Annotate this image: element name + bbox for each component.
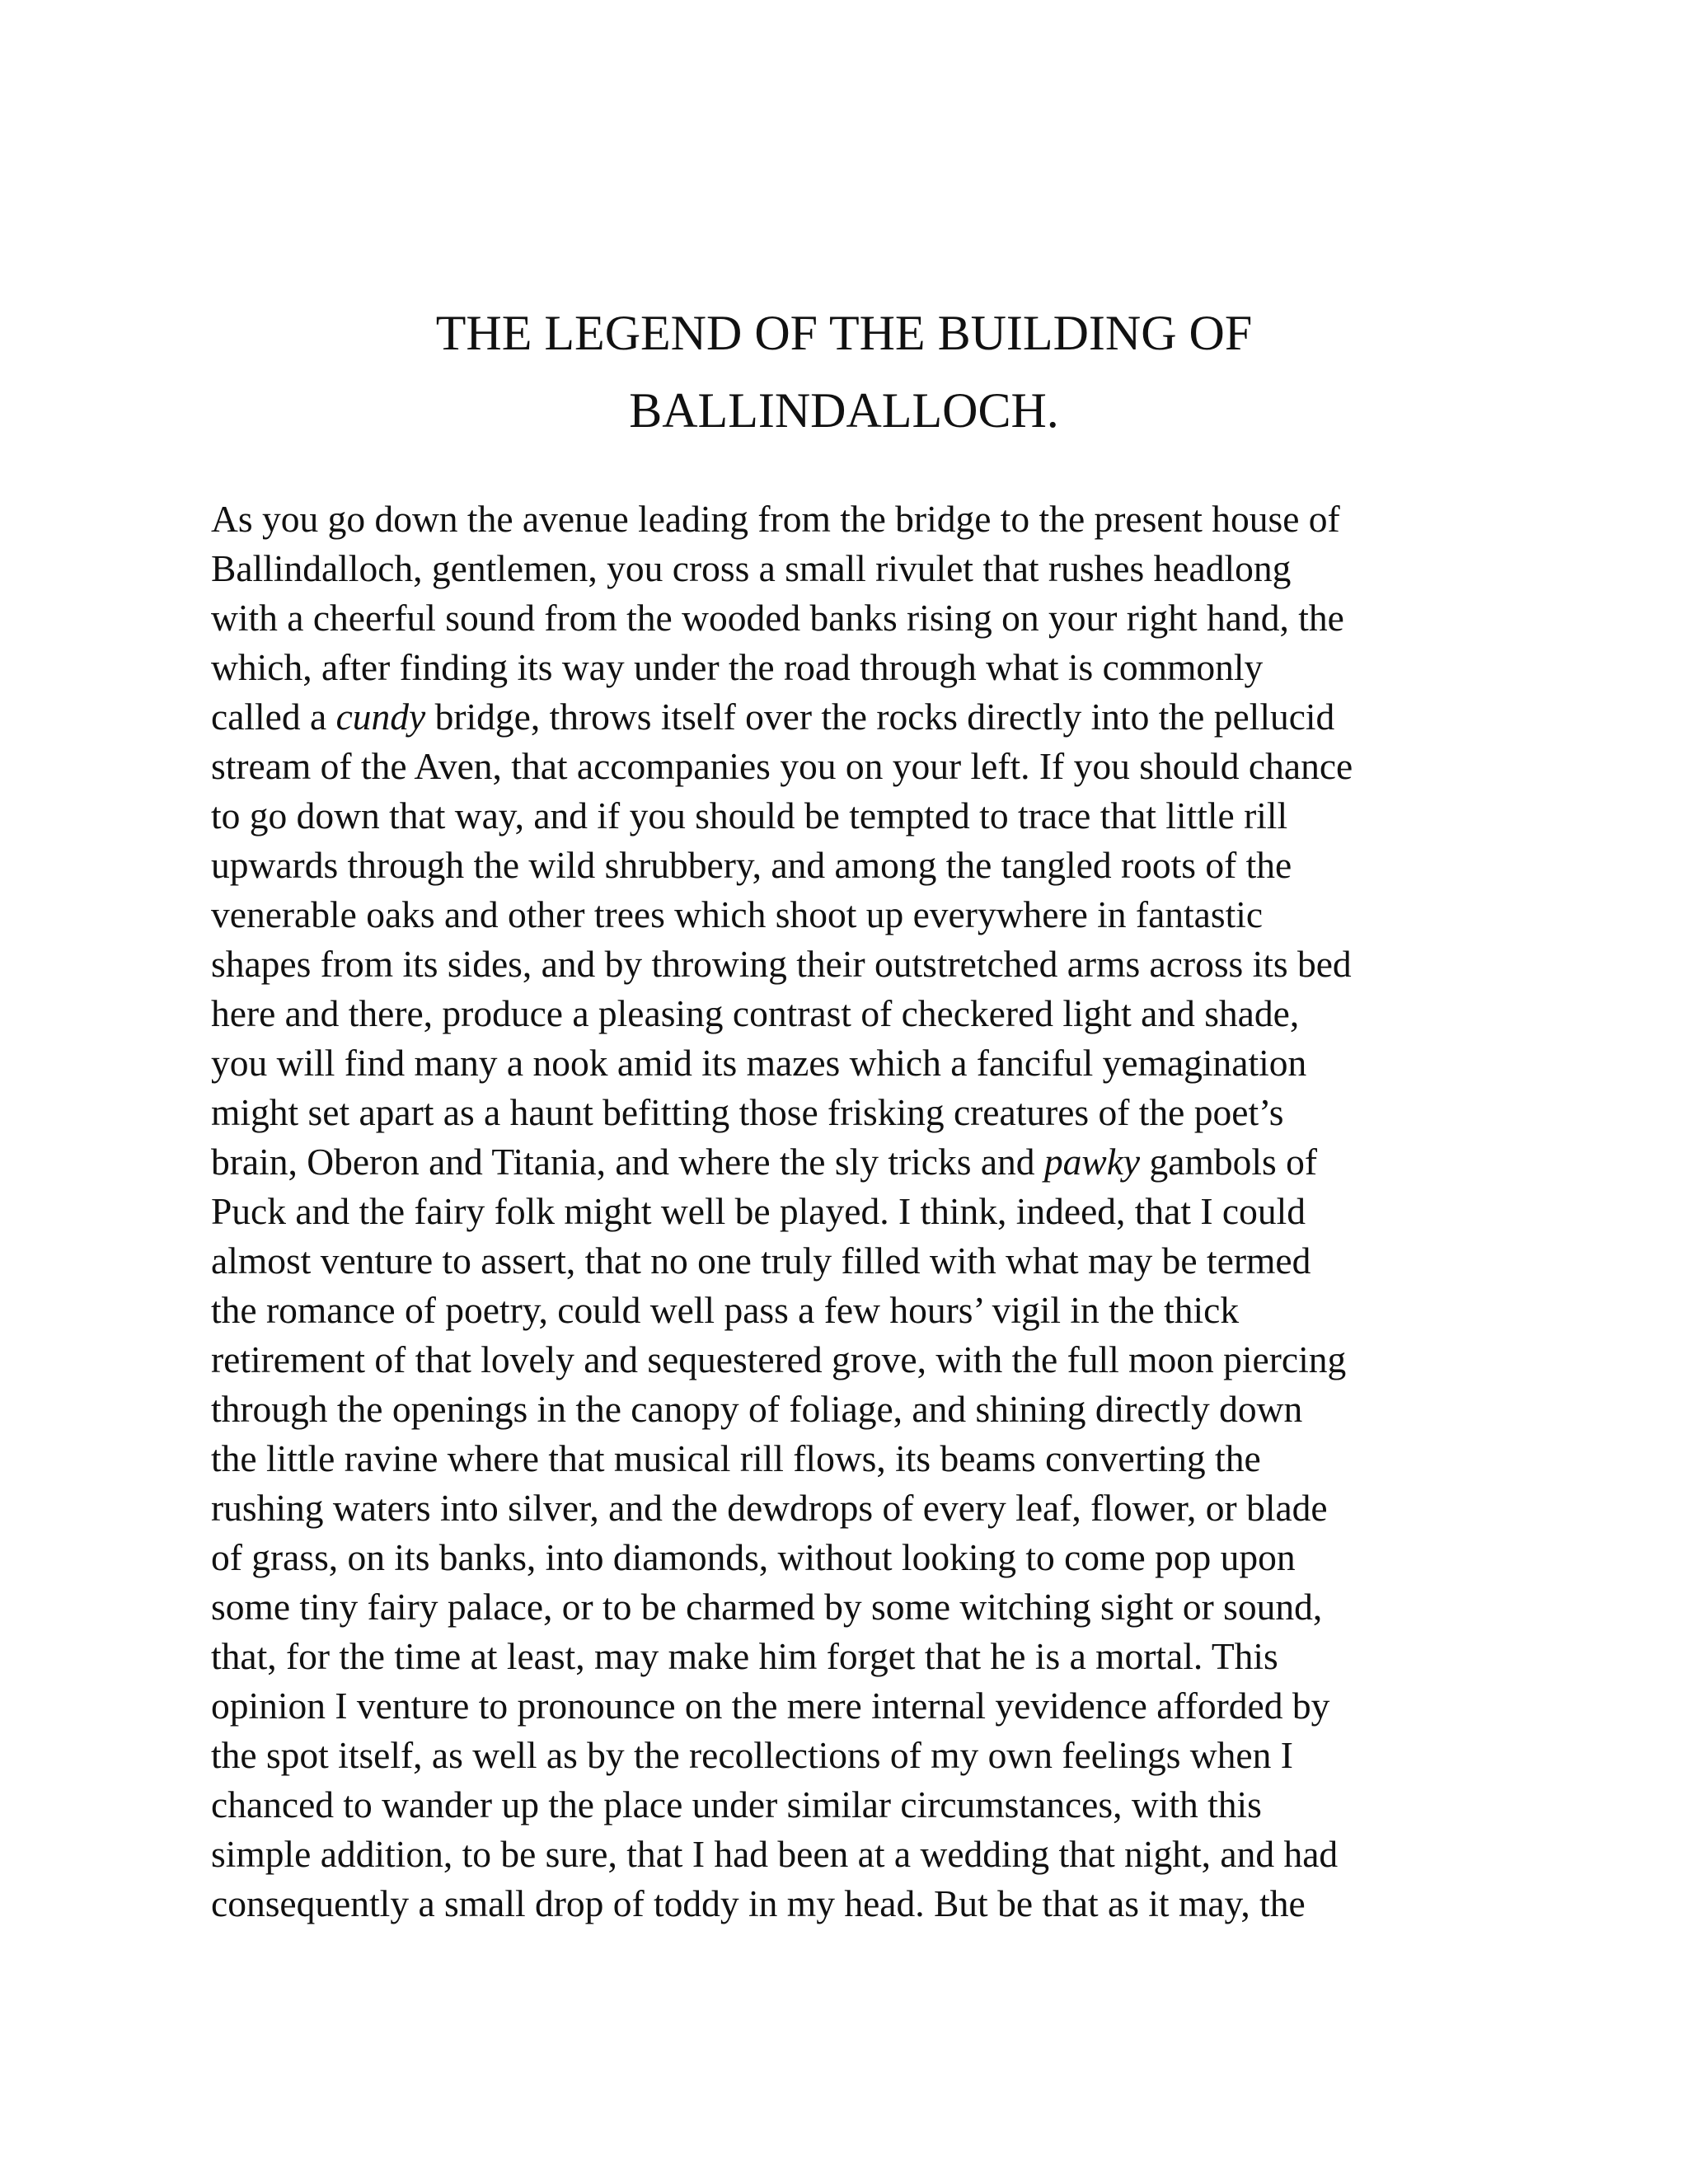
text-run: chanced to wander up the place under similar circumstances, with this	[211, 1783, 1262, 1825]
page-title-line-2: BALLINDALLOCH.	[629, 383, 1059, 438]
text-run: called a	[211, 696, 336, 738]
body-line	[211, 1731, 1497, 1780]
body-line	[211, 1533, 1497, 1582]
text-run: you will find many a nook amid its mazes which a fanciful yemagination	[211, 1042, 1307, 1084]
text-run: retirement of that lovely and sequestered grove, with the full moon piercing	[211, 1338, 1347, 1380]
body-line	[211, 1385, 1497, 1434]
body-line	[211, 989, 1497, 1038]
text-run: some tiny fairy palace, or to be charmed by some witching sight or sound,	[211, 1586, 1323, 1628]
text-run: which, after finding its way under the road through what is commonly	[211, 646, 1264, 688]
body-line	[211, 593, 1497, 643]
body-line	[211, 1632, 1497, 1681]
body-line	[211, 1780, 1497, 1830]
body-line	[211, 1434, 1497, 1483]
text-run: the spot itself, as well as by the recollections of my own feelings when I	[211, 1734, 1293, 1776]
body-line	[211, 791, 1497, 841]
body-line	[211, 841, 1497, 890]
italic-word: pawky	[1043, 1141, 1141, 1183]
text-run: of grass, on its banks, into diamonds, without looking to come pop upon	[211, 1536, 1296, 1578]
text-run: the little ravine where that musical rill flows, its beams converting the	[211, 1437, 1261, 1479]
text-run: the romance of poetry, could well pass a few hours’ vigil in the thick	[211, 1289, 1240, 1331]
body-line	[211, 1187, 1497, 1236]
text-run: simple addition, to be sure, that I had been at a wedding that night, and had	[211, 1833, 1339, 1875]
text-run: Puck and the fairy folk might well be played. I think, indeed, that I could	[211, 1190, 1306, 1232]
text-run: brain, Oberon and Titania, and where the sly tricks and	[211, 1141, 1044, 1183]
body-line	[211, 1286, 1497, 1335]
body-text	[211, 494, 1497, 1929]
body-line	[211, 692, 1497, 742]
text-run: here and there, produce a pleasing contrast of checkered light and shade,	[211, 992, 1300, 1034]
text-run: rushing waters into silver, and the dewdrops of every leaf, flower, or blade	[211, 1487, 1328, 1529]
text-run: that, for the time at least, may make him forget that he is a mortal. This	[211, 1635, 1278, 1677]
body-line	[211, 1830, 1497, 1879]
body-line	[211, 1236, 1497, 1286]
text-run: consequently a small drop of toddy in my head. But be that as it may, the	[211, 1882, 1306, 1924]
text-run: As you go down the avenue leading from the bridge to the present house of	[211, 498, 1340, 540]
body-line	[211, 1038, 1497, 1088]
italic-word: cundy	[335, 696, 426, 738]
body-line	[211, 890, 1497, 940]
body-line	[211, 940, 1497, 989]
text-run: stream of the Aven, that accompanies you on your left. If you should chance	[211, 745, 1353, 787]
body-line	[211, 643, 1497, 692]
body-line	[211, 1879, 1497, 1929]
body-line	[211, 1582, 1497, 1632]
text-run: Ballindalloch, gentlemen, you cross a small rivulet that rushes headlong	[211, 547, 1292, 589]
text-run: through the openings in the canopy of foliage, and shining directly down	[211, 1388, 1303, 1430]
body-line	[211, 494, 1497, 544]
text-run: bridge, throws itself over the rocks directly into the pellucid	[425, 696, 1335, 738]
text-run: might set apart as a haunt befitting those frisking creatures of the poet’s	[211, 1091, 1284, 1133]
text-run: to go down that way, and if you should be tempted to trace that little rill	[211, 794, 1288, 837]
text-run: venerable oaks and other trees which shoot up everywhere in fantastic	[211, 893, 1264, 935]
body-line	[211, 1681, 1497, 1731]
body-line	[211, 1088, 1497, 1137]
text-run: with a cheerful sound from the wooded banks rising on your right hand, the	[211, 597, 1344, 639]
body-line	[211, 742, 1497, 791]
text-run: opinion I venture to pronounce on the mere internal yevidence afforded by	[211, 1685, 1330, 1727]
body-line	[211, 544, 1497, 593]
text-run: almost venture to assert, that no one truly filled with what may be termed	[211, 1240, 1311, 1282]
body-line	[211, 1137, 1497, 1187]
text-run: gambols of	[1140, 1141, 1317, 1183]
body-line	[211, 1483, 1497, 1533]
text-run: upwards through the wild shrubbery, and among the tangled roots of the	[211, 844, 1292, 886]
page-title-line-1: THE LEGEND OF THE BUILDING OF	[435, 306, 1253, 360]
text-run: shapes from its sides, and by throwing their outstretched arms across its bed	[211, 943, 1352, 985]
body-line	[211, 1335, 1497, 1385]
